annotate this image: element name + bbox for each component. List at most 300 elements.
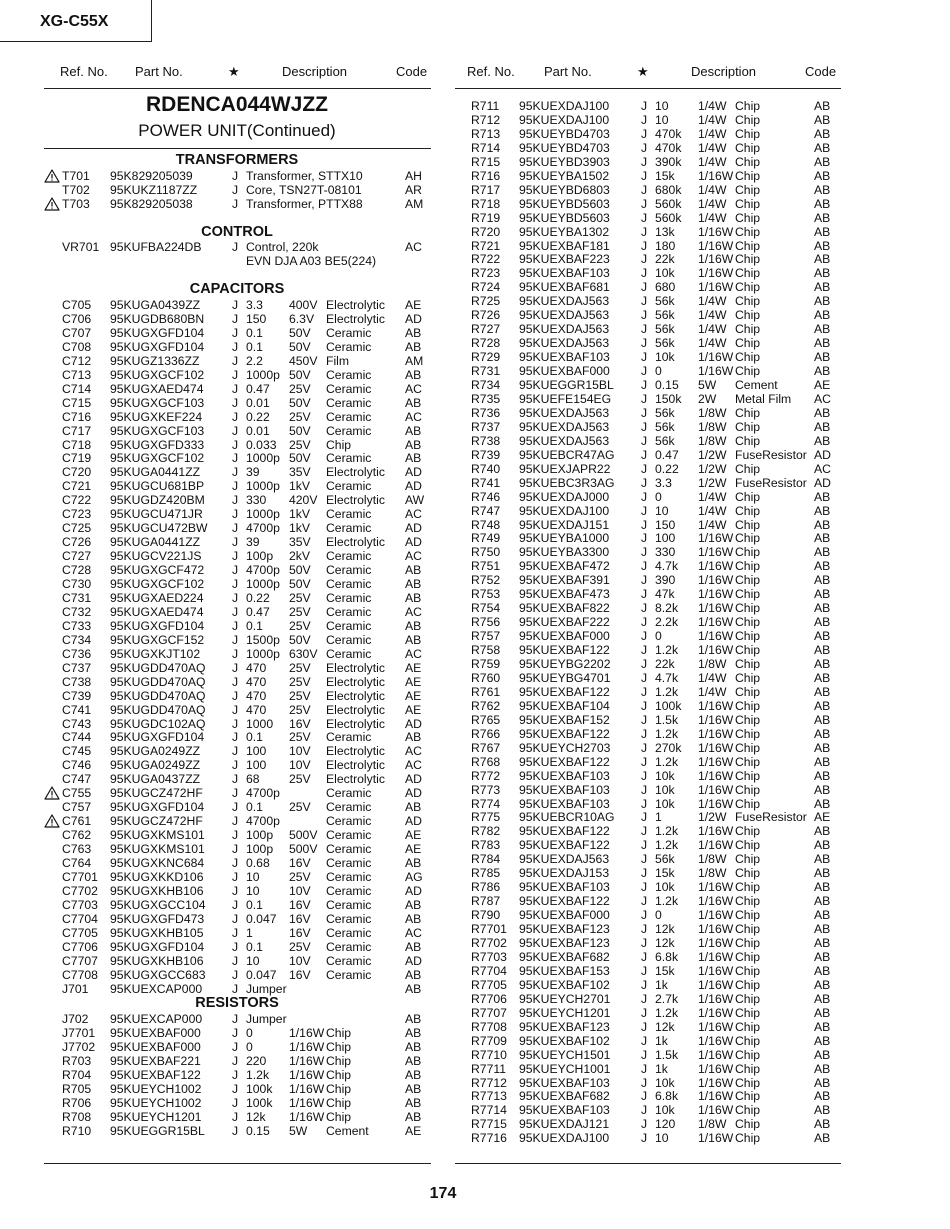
part-row bbox=[453, 294, 843, 308]
part-no: 95KUEYBD5603 bbox=[519, 210, 610, 225]
ref-no: VR701 bbox=[62, 240, 100, 254]
description: 100 bbox=[246, 758, 267, 773]
rating: 1/16W bbox=[698, 1075, 734, 1090]
j-mark: J bbox=[641, 1033, 648, 1048]
ref-no: R727 bbox=[471, 322, 501, 337]
unit-name: POWER UNIT(Continued) bbox=[138, 121, 336, 140]
price-code: AB bbox=[405, 730, 422, 745]
part-no: 95KUGXGFD104 bbox=[110, 939, 205, 954]
part-no: 95KUEYCH1501 bbox=[519, 1047, 611, 1062]
description: 3.3 bbox=[655, 475, 672, 490]
price-code: AC bbox=[405, 507, 422, 522]
type: Ceramic bbox=[326, 911, 372, 926]
part-row bbox=[453, 866, 843, 880]
ref-no: R704 bbox=[62, 1067, 92, 1082]
rating: 25V bbox=[289, 800, 311, 815]
ref-no: C715 bbox=[62, 395, 92, 410]
type: Chip bbox=[735, 824, 761, 839]
type: Electrolytic bbox=[326, 465, 385, 480]
part-no: 95KUEXBAF222 bbox=[519, 615, 610, 630]
ref-no: C7705 bbox=[62, 925, 98, 940]
part-no: 95KUGXGFD333 bbox=[110, 437, 205, 452]
j-mark: J bbox=[641, 657, 648, 671]
description: 10k bbox=[655, 266, 675, 281]
part-no: 95KUEXBAF153 bbox=[519, 963, 610, 978]
section-control: CONTROL bbox=[201, 224, 273, 240]
type: Chip bbox=[735, 1005, 761, 1020]
j-mark: J bbox=[641, 419, 648, 434]
part-row bbox=[44, 814, 434, 828]
part-no: 95KUEYBA1000 bbox=[519, 531, 610, 546]
description: 0.1 bbox=[246, 730, 263, 745]
type: Ceramic bbox=[326, 325, 372, 340]
j-mark: J bbox=[232, 660, 239, 675]
type: Ceramic bbox=[326, 939, 372, 954]
description: 1.5k bbox=[655, 1047, 679, 1062]
part-no: 95KUEXBAF682 bbox=[519, 949, 610, 964]
description: 1000p bbox=[246, 479, 280, 494]
j-mark: J bbox=[641, 991, 648, 1006]
price-code: AB bbox=[814, 322, 831, 337]
part-row bbox=[453, 155, 843, 169]
price-code: AB bbox=[814, 1075, 831, 1090]
j-mark: J bbox=[232, 479, 239, 494]
part-row bbox=[44, 800, 434, 814]
price-code: AB bbox=[814, 154, 831, 169]
j-mark: J bbox=[641, 447, 648, 462]
type: Chip bbox=[326, 1109, 352, 1124]
price-code: AE bbox=[405, 842, 422, 857]
rating: 16V bbox=[289, 716, 311, 731]
type: Metal Film bbox=[735, 391, 792, 406]
ref-no: R7704 bbox=[471, 963, 507, 978]
rating: 50V bbox=[289, 563, 311, 578]
j-mark: J bbox=[641, 936, 648, 950]
part-row bbox=[44, 312, 434, 326]
price-code: AB bbox=[405, 618, 422, 633]
description: 100p bbox=[246, 828, 274, 843]
type: Chip bbox=[735, 977, 761, 992]
type: Chip bbox=[735, 210, 761, 225]
ref-no: C705 bbox=[62, 298, 92, 312]
price-code: AM bbox=[405, 353, 424, 368]
j-mark: J bbox=[641, 1131, 648, 1146]
price-code: AB bbox=[814, 977, 831, 992]
description: Control, 220k bbox=[246, 240, 319, 254]
part-row bbox=[44, 382, 434, 396]
part-row bbox=[453, 197, 843, 211]
ref-no: R7703 bbox=[471, 949, 507, 964]
price-code: AB bbox=[405, 423, 422, 438]
j-mark: J bbox=[232, 716, 239, 731]
part-row bbox=[44, 633, 434, 647]
j-mark: J bbox=[641, 1089, 648, 1104]
j-mark: J bbox=[232, 730, 239, 745]
part-no: 95KUGXGFD104 bbox=[110, 730, 205, 745]
j-mark: J bbox=[232, 451, 239, 466]
j-mark: J bbox=[641, 99, 648, 113]
ref-no: R747 bbox=[471, 503, 501, 518]
description-header: Description bbox=[282, 64, 348, 79]
rating: 1/16W bbox=[289, 1053, 325, 1068]
part-row bbox=[44, 591, 434, 605]
price-code: AB bbox=[814, 503, 831, 518]
ref-no: R724 bbox=[471, 280, 501, 295]
rating: 1/8W bbox=[698, 433, 727, 448]
j-mark: J bbox=[232, 744, 239, 759]
price-code: AC bbox=[814, 461, 831, 476]
j-mark: J bbox=[641, 615, 648, 630]
ref-no: R729 bbox=[471, 350, 501, 365]
price-code: AC bbox=[405, 381, 422, 396]
ref-no: R728 bbox=[471, 336, 501, 351]
type: Chip bbox=[735, 503, 761, 518]
rating: 1/16W bbox=[698, 1047, 734, 1062]
type: Ceramic bbox=[326, 856, 372, 870]
code-header: Code bbox=[805, 64, 837, 79]
description: 0.1 bbox=[246, 325, 263, 340]
description: 15k bbox=[655, 963, 675, 978]
type: Chip bbox=[735, 894, 761, 909]
rating: 500V bbox=[289, 842, 318, 857]
description: 150 bbox=[246, 311, 267, 326]
j-mark: J bbox=[232, 646, 239, 661]
price-code: AB bbox=[814, 294, 831, 309]
part-no: 95KUGDB680BN bbox=[110, 311, 205, 326]
j-mark: J bbox=[641, 336, 648, 351]
j-mark: J bbox=[232, 814, 239, 829]
part-row bbox=[453, 741, 843, 755]
part-no: 95KUEXBAF122 bbox=[519, 894, 610, 909]
rating: 500V bbox=[289, 828, 318, 843]
type: Ceramic bbox=[326, 730, 372, 745]
part-no: 95KUEXBAF000 bbox=[519, 908, 610, 923]
j-mark: J bbox=[232, 758, 239, 773]
part-no: 95KUGXGFD104 bbox=[110, 800, 205, 815]
price-code: AB bbox=[814, 252, 831, 267]
part-no: 95KUEYBD3903 bbox=[519, 154, 610, 169]
ref-no: C717 bbox=[62, 423, 92, 438]
price-code: AC bbox=[405, 758, 422, 773]
part-no: 95KUEXBAF102 bbox=[519, 977, 610, 992]
price-code: AB bbox=[405, 897, 422, 912]
price-code: AB bbox=[405, 981, 422, 996]
price-code: AB bbox=[405, 967, 422, 982]
rating: 1/4W bbox=[698, 322, 727, 337]
ref-no: C734 bbox=[62, 632, 92, 647]
j-mark: J bbox=[641, 866, 648, 881]
price-code: AB bbox=[814, 1103, 831, 1118]
part-row bbox=[44, 884, 434, 898]
part-row bbox=[44, 870, 434, 884]
price-code: AB bbox=[814, 922, 831, 937]
type: Ceramic bbox=[326, 828, 372, 843]
ref-no: R703 bbox=[62, 1053, 92, 1068]
ref-no: C730 bbox=[62, 577, 92, 591]
rating: 10V bbox=[289, 953, 311, 968]
description: 10 bbox=[655, 99, 669, 113]
ref-no: C745 bbox=[62, 744, 92, 759]
part-row bbox=[44, 1026, 434, 1040]
rating: 1/4W bbox=[698, 308, 727, 323]
part-row bbox=[44, 1054, 434, 1068]
price-code: AB bbox=[814, 712, 831, 727]
description: 470 bbox=[246, 660, 267, 675]
price-code: AE bbox=[405, 298, 422, 312]
description: EVN DJA A03 BE5(224) bbox=[246, 254, 377, 268]
j-mark: J bbox=[641, 294, 648, 309]
type: Chip bbox=[735, 629, 761, 644]
j-mark: J bbox=[232, 911, 239, 926]
part-row bbox=[44, 717, 434, 731]
type: Chip bbox=[735, 168, 761, 183]
description: 0.47 bbox=[655, 447, 679, 462]
type: Chip bbox=[735, 768, 761, 783]
part-row bbox=[453, 587, 843, 601]
rating: 1/16W bbox=[289, 1025, 325, 1040]
ref-no: C738 bbox=[62, 674, 92, 689]
type: Chip bbox=[735, 1033, 761, 1048]
part-no: 95KUEXDAJ563 bbox=[519, 308, 610, 323]
ref-no: R708 bbox=[62, 1109, 92, 1124]
part-row bbox=[44, 675, 434, 689]
ref-no: R7715 bbox=[471, 1117, 507, 1132]
part-no: 95KUEFE154EG bbox=[519, 391, 612, 406]
description: 0.1 bbox=[246, 618, 263, 633]
part-row bbox=[44, 493, 434, 507]
j-mark: J bbox=[232, 465, 239, 480]
part-no: 95KUEXBAF104 bbox=[519, 698, 610, 713]
part-row bbox=[453, 239, 843, 253]
price-code: AE bbox=[814, 378, 831, 392]
rating: 1/2W bbox=[698, 475, 727, 490]
ref-no: J7702 bbox=[62, 1039, 96, 1054]
part-row bbox=[453, 127, 843, 141]
j-mark: J bbox=[232, 325, 239, 340]
price-code: AE bbox=[405, 702, 422, 717]
description: 2.7k bbox=[655, 991, 679, 1006]
type: Chip bbox=[735, 922, 761, 937]
type: Chip bbox=[735, 196, 761, 211]
part-no-header: Part No. bbox=[135, 64, 183, 79]
ref-no: C7707 bbox=[62, 953, 98, 968]
description: 220 bbox=[246, 1053, 267, 1068]
part-row bbox=[44, 619, 434, 633]
type: Chip bbox=[735, 670, 761, 685]
part-row bbox=[453, 406, 843, 420]
left-footer-rule bbox=[44, 1163, 431, 1164]
part-no: 95KUGXKNC684 bbox=[110, 856, 205, 870]
type: Ceramic bbox=[326, 563, 372, 578]
type: Electrolytic bbox=[326, 674, 385, 689]
j-mark: J bbox=[641, 712, 648, 727]
type: Electrolytic bbox=[326, 772, 385, 787]
part-row bbox=[44, 1110, 434, 1124]
price-code: AB bbox=[405, 1095, 422, 1110]
price-code: AB bbox=[405, 367, 422, 382]
part-no: 95KUEXBAF000 bbox=[110, 1039, 201, 1054]
part-row bbox=[453, 1020, 843, 1034]
part-row bbox=[453, 225, 843, 239]
part-no: 95KUEYBD6803 bbox=[519, 182, 610, 197]
part-row bbox=[453, 1103, 843, 1117]
j-mark: J bbox=[641, 1061, 648, 1076]
description: 470 bbox=[246, 674, 267, 689]
j-mark: J bbox=[641, 963, 648, 978]
j-mark: J bbox=[232, 507, 239, 522]
part-row bbox=[453, 1117, 843, 1131]
description: 68 bbox=[246, 772, 260, 787]
ref-no: R761 bbox=[471, 684, 501, 699]
part-no: 95KUGXGCC683 bbox=[110, 967, 206, 982]
ref-no: R725 bbox=[471, 294, 501, 309]
ref-no: C7703 bbox=[62, 897, 98, 912]
part-no: 95KUEXBAF000 bbox=[110, 1025, 201, 1040]
description: 56k bbox=[655, 433, 675, 448]
price-code: AB bbox=[814, 880, 831, 895]
rating: 1/4W bbox=[698, 294, 727, 309]
ref-no: R752 bbox=[471, 573, 501, 588]
part-no: 95KUEXBAF472 bbox=[519, 559, 610, 574]
description: 39 bbox=[246, 535, 260, 550]
ref-no: J7701 bbox=[62, 1025, 96, 1040]
rating: 50V bbox=[289, 339, 311, 354]
rating: 25V bbox=[289, 688, 311, 703]
part-no: 95KUEYCH1201 bbox=[519, 1005, 611, 1020]
ref-no: R757 bbox=[471, 629, 501, 644]
ref-no: C712 bbox=[62, 353, 92, 368]
description: 1.2k bbox=[655, 726, 679, 741]
description: 0.1 bbox=[246, 897, 263, 912]
type: Chip bbox=[735, 1061, 761, 1076]
price-code: AB bbox=[814, 629, 831, 644]
j-mark: J bbox=[232, 409, 239, 424]
part-no: 95KUGXGCC104 bbox=[110, 897, 206, 912]
j-mark: J bbox=[232, 240, 239, 254]
rating: 1/16W bbox=[289, 1095, 325, 1110]
rating: 1/16W bbox=[698, 726, 734, 741]
price-code: AB bbox=[814, 1131, 831, 1146]
j-mark: J bbox=[232, 800, 239, 815]
part-no: 95KUGXAED474 bbox=[110, 381, 204, 396]
type: Chip bbox=[326, 1067, 352, 1082]
part-row bbox=[44, 856, 434, 870]
description: 56k bbox=[655, 336, 675, 351]
type: Ceramic bbox=[326, 953, 372, 968]
description: 100p bbox=[246, 549, 274, 564]
type: Chip bbox=[735, 838, 761, 853]
description: 1 bbox=[655, 810, 662, 825]
price-code: AB bbox=[814, 908, 831, 923]
part-no: 95KUEYBA3300 bbox=[519, 545, 610, 560]
part-no: 95KUEYCH1001 bbox=[519, 1061, 611, 1076]
j-mark: J bbox=[232, 1039, 239, 1054]
price-code: AB bbox=[405, 911, 422, 926]
description: 330 bbox=[246, 493, 267, 508]
description: 12k bbox=[655, 922, 675, 937]
part-no: 95KUGA0441ZZ bbox=[110, 535, 201, 550]
rating: 25V bbox=[289, 437, 311, 452]
rating: 2kV bbox=[289, 549, 311, 564]
price-code: AB bbox=[814, 698, 831, 713]
price-code: AD bbox=[814, 447, 831, 462]
description: 1k bbox=[655, 1061, 668, 1076]
ref-no: C7706 bbox=[62, 939, 98, 954]
j-mark: J bbox=[641, 852, 648, 867]
star-header: ★ bbox=[637, 64, 649, 79]
description: 100k bbox=[246, 1095, 273, 1110]
part-row bbox=[44, 479, 434, 493]
j-mark: J bbox=[641, 754, 648, 769]
rating: 1/4W bbox=[698, 154, 727, 169]
part-no: 95KUEXBAF123 bbox=[519, 1019, 610, 1034]
price-code: AB bbox=[405, 563, 422, 578]
description: 12k bbox=[655, 936, 675, 950]
j-mark: J bbox=[641, 517, 648, 532]
j-mark: J bbox=[641, 224, 648, 239]
part-no: 95KUEXDAJ563 bbox=[519, 433, 610, 448]
j-mark: J bbox=[641, 838, 648, 853]
description: 120 bbox=[655, 1117, 676, 1132]
description: 330 bbox=[655, 545, 676, 560]
description: 470 bbox=[246, 702, 267, 717]
price-code: AB bbox=[814, 364, 831, 379]
part-row bbox=[453, 838, 843, 852]
ref-no: R735 bbox=[471, 391, 501, 406]
rating: 1/4W bbox=[698, 670, 727, 685]
ref-no: R705 bbox=[62, 1081, 92, 1096]
part-row bbox=[453, 699, 843, 713]
type: Ceramic bbox=[326, 842, 372, 857]
part-no: 95KUGCU472BW bbox=[110, 521, 208, 536]
rating: 1/16W bbox=[698, 782, 734, 797]
type: Chip bbox=[735, 308, 761, 323]
description: 0 bbox=[655, 629, 662, 644]
part-no: 95K829205039 bbox=[110, 169, 193, 183]
rating: 1/16W bbox=[698, 238, 734, 253]
rating: 25V bbox=[289, 730, 311, 745]
part-no: 95KUEXBAF181 bbox=[519, 238, 610, 253]
ref-no: R753 bbox=[471, 587, 501, 602]
rating: 1/8W bbox=[698, 1117, 727, 1132]
ref-no: R759 bbox=[471, 657, 501, 671]
j-mark: J bbox=[232, 869, 239, 884]
rating: 1kV bbox=[289, 521, 311, 536]
price-code: AB bbox=[814, 489, 831, 504]
rating: 1/16W bbox=[698, 908, 734, 923]
price-code: AB bbox=[814, 112, 831, 127]
price-code: AC bbox=[405, 409, 422, 424]
price-code: AB bbox=[814, 517, 831, 532]
part-no: 95KUGA0249ZZ bbox=[110, 758, 201, 773]
description: Jumper bbox=[246, 1012, 287, 1026]
description: 100k bbox=[246, 1081, 273, 1096]
type: Chip bbox=[735, 963, 761, 978]
j-mark: J bbox=[641, 824, 648, 839]
price-code: AE bbox=[405, 828, 422, 843]
part-no: 95KUEXBAF103 bbox=[519, 880, 610, 895]
price-code: AB bbox=[814, 210, 831, 225]
ref-no: C731 bbox=[62, 590, 92, 605]
type: Chip bbox=[735, 866, 761, 881]
ref-no: R737 bbox=[471, 419, 501, 434]
j-mark: J bbox=[641, 378, 648, 392]
j-mark: J bbox=[232, 381, 239, 396]
part-no: 95KUEYCH1002 bbox=[110, 1081, 202, 1096]
type: Chip bbox=[735, 615, 761, 630]
rating: 16V bbox=[289, 925, 311, 940]
ref-no: R751 bbox=[471, 559, 501, 574]
